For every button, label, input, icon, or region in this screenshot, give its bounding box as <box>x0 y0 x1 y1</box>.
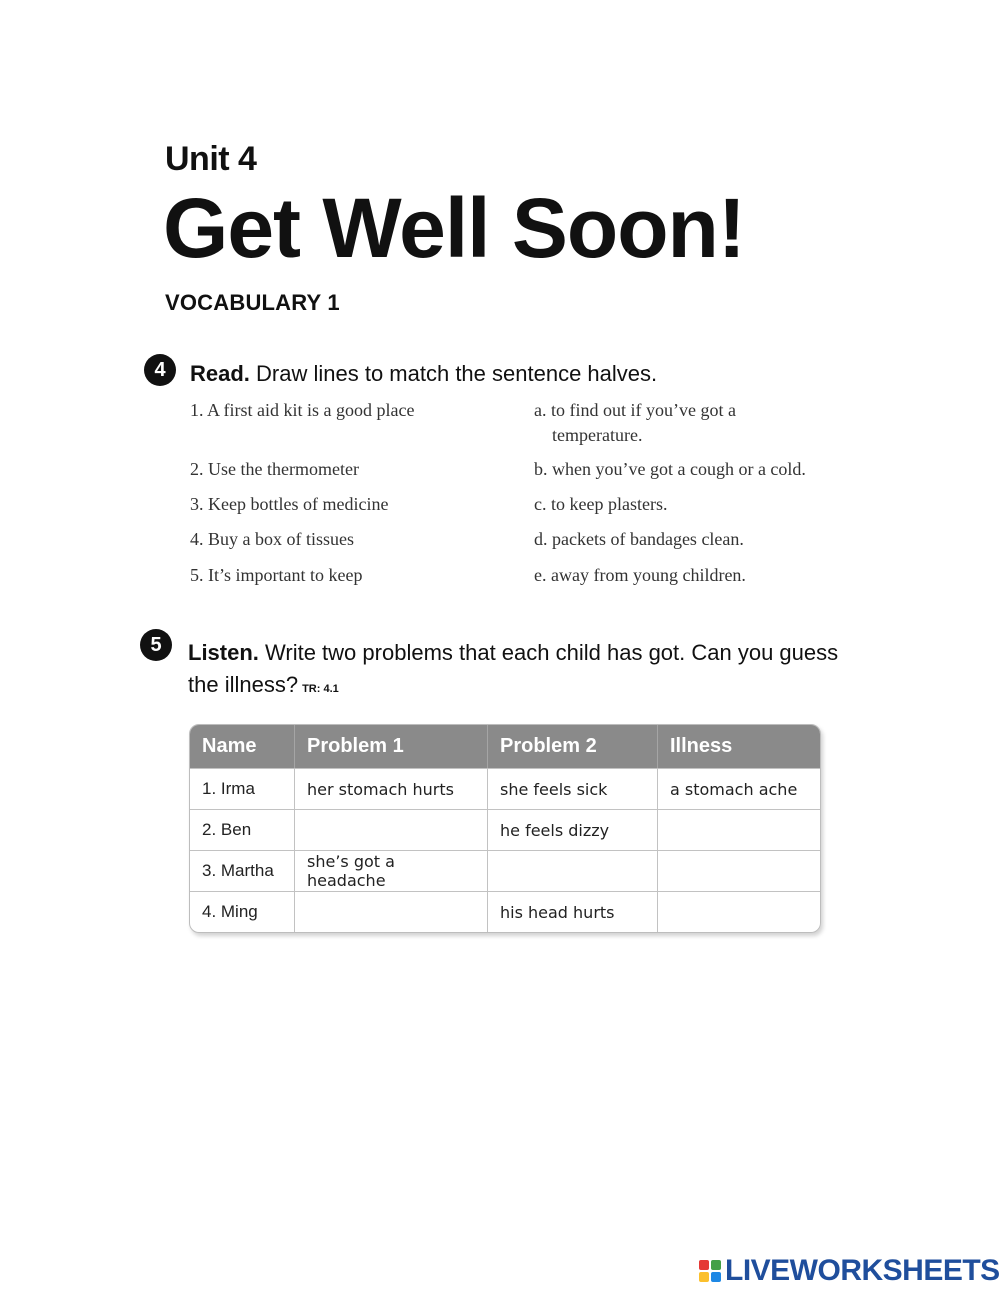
match-right-item[interactable]: e. away from young children. <box>534 565 746 585</box>
answer-cell[interactable]: she’s got a headache <box>294 850 487 891</box>
column-header: Illness <box>657 725 820 768</box>
answer-cell[interactable]: he feels dizzy <box>487 809 657 850</box>
unit-label: Unit 4 <box>165 140 257 178</box>
liveworksheets-logo-icon <box>699 1260 721 1282</box>
table-header-row <box>190 725 820 768</box>
answer-cell[interactable]: she feels sick <box>487 768 657 809</box>
exercise-instruction <box>190 361 657 387</box>
column-header: Problem 1 <box>294 725 487 768</box>
page-title: Get Well Soon! <box>163 181 745 275</box>
section-heading: VOCABULARY 1 <box>165 290 340 315</box>
match-right-item[interactable]: c. to keep plasters. <box>534 494 668 514</box>
match-left-item[interactable]: 2. Use the thermometer <box>190 459 359 479</box>
answer-cell[interactable]: her stomach hurts <box>294 768 487 809</box>
exercise-number-badge: 4 <box>144 354 176 386</box>
match-left-item[interactable]: 5. It’s important to keep <box>190 565 363 585</box>
match-left-item[interactable]: 1. A first aid kit is a good place <box>190 400 415 420</box>
logo-square <box>699 1260 709 1270</box>
instruction-text: Draw lines to match the sentence halves. <box>249 361 658 386</box>
instruction-text: Write two problems that each child has got. Can you guess the illness? <box>188 640 839 697</box>
name-cell: 4. Ming <box>190 891 294 932</box>
table-row <box>190 850 820 891</box>
match-right-item[interactable] <box>534 400 736 446</box>
instruction-verb: Listen. <box>188 640 259 665</box>
match-right-item-text: a. to find out if you’ve got a <box>534 400 736 420</box>
match-right-item-continuation: temperature. <box>552 425 643 445</box>
match-right-item[interactable]: b. when you’ve got a cough or a cold. <box>534 459 806 479</box>
answer-cell[interactable] <box>657 850 820 891</box>
table-row <box>190 768 820 809</box>
exercise-instruction <box>188 637 868 705</box>
column-header: Problem 2 <box>487 725 657 768</box>
answer-cell[interactable] <box>657 891 820 932</box>
problems-table <box>189 724 821 933</box>
name-cell: 3. Martha <box>190 850 294 891</box>
answer-cell[interactable] <box>487 850 657 891</box>
name-cell: 2. Ben <box>190 809 294 850</box>
logo-square <box>699 1272 709 1282</box>
table-row <box>190 809 820 850</box>
name-cell: 1. Irma <box>190 768 294 809</box>
logo-square <box>711 1272 721 1282</box>
liveworksheets-logo[interactable] <box>699 1254 1000 1288</box>
answer-cell[interactable] <box>294 891 487 932</box>
answer-cell[interactable] <box>657 809 820 850</box>
answer-cell[interactable]: a stomach ache <box>657 768 820 809</box>
logo-text: LIVEWORKSHEETS <box>725 1254 1000 1287</box>
exercise-number-badge: 5 <box>140 629 172 661</box>
logo-square <box>711 1260 721 1270</box>
match-left-item[interactable]: 3. Keep bottles of medicine <box>190 494 389 514</box>
match-right-item[interactable]: d. packets of bandages clean. <box>534 529 744 549</box>
match-left-item[interactable]: 4. Buy a box of tissues <box>190 529 354 549</box>
answer-cell[interactable] <box>294 809 487 850</box>
table-row <box>190 891 820 932</box>
track-reference: TR: 4.1 <box>302 683 339 695</box>
instruction-verb: Read. <box>190 361 250 386</box>
answer-cell[interactable]: his head hurts <box>487 891 657 932</box>
column-header: Name <box>190 725 294 768</box>
